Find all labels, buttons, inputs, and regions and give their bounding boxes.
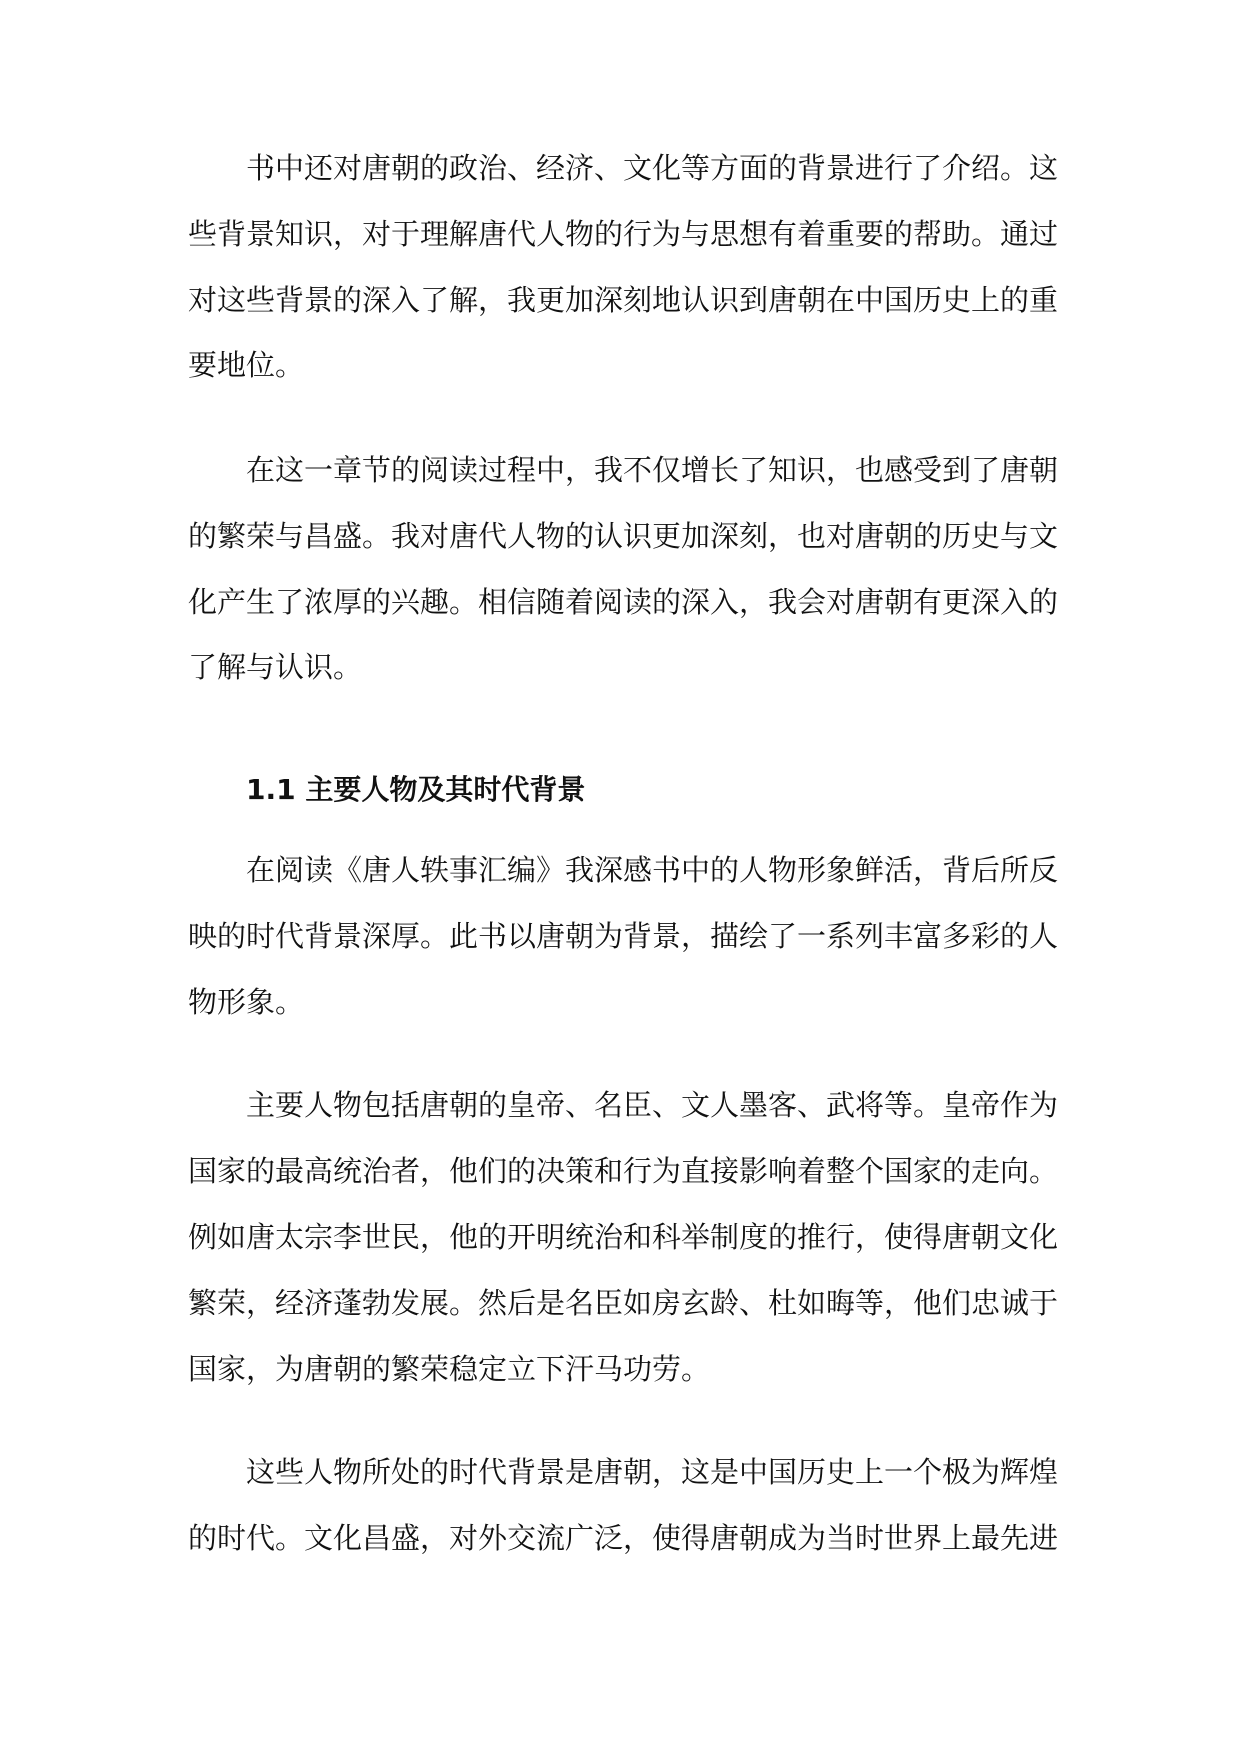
paragraph-line: 对这些背景的深入了解，我更加深刻地认识到唐朝在中国历史上的重 <box>188 283 1059 317</box>
section-heading: 1.1 主要人物及其时代背景 <box>246 773 586 806</box>
paragraph-line: 国家，为唐朝的繁荣稳定立下汗马功劳。 <box>188 1352 711 1386</box>
paragraph-line: 书中还对唐朝的政治、经济、文化等方面的背景进行了介绍。这 <box>246 151 1059 185</box>
paragraph-line: 物形象。 <box>188 985 305 1019</box>
paragraph-line: 化产生了浓厚的兴趣。相信随着阅读的深入，我会对唐朝有更深入的 <box>188 585 1059 619</box>
paragraph-line: 在阅读《唐人轶事汇编》我深感书中的人物形象鲜活，背后所反 <box>246 853 1059 887</box>
paragraph-line: 这些人物所处的时代背景是唐朝，这是中国历史上一个极为辉煌 <box>246 1455 1059 1489</box>
paragraph-line: 繁荣，经济蓬勃发展。然后是名臣如房玄龄、杜如晦等，他们忠诚于 <box>188 1286 1059 1320</box>
paragraph-line: 国家的最高统治者，他们的决策和行为直接影响着整个国家的走向。 <box>188 1154 1059 1188</box>
paragraph-line: 要地位。 <box>188 348 305 382</box>
paragraph-line: 的时代。文化昌盛，对外交流广泛，使得唐朝成为当时世界上最先进 <box>188 1521 1059 1555</box>
paragraph-line: 主要人物包括唐朝的皇帝、名臣、文人墨客、武将等。皇帝作为 <box>246 1088 1059 1122</box>
paragraph-line: 些背景知识，对于理解唐代人物的行为与思想有着重要的帮助。通过 <box>188 217 1059 251</box>
paragraph-line: 在这一章节的阅读过程中，我不仅增长了知识，也感受到了唐朝 <box>246 453 1059 487</box>
paragraph-line: 了解与认识。 <box>188 650 363 684</box>
paragraph-line: 例如唐太宗李世民，他的开明统治和科举制度的推行，使得唐朝文化 <box>188 1220 1059 1254</box>
paragraph-line: 映的时代背景深厚。此书以唐朝为背景，描绘了一系列丰富多彩的人 <box>188 919 1059 953</box>
paragraph-line: 的繁荣与昌盛。我对唐代人物的认识更加深刻，也对唐朝的历史与文 <box>188 519 1059 553</box>
